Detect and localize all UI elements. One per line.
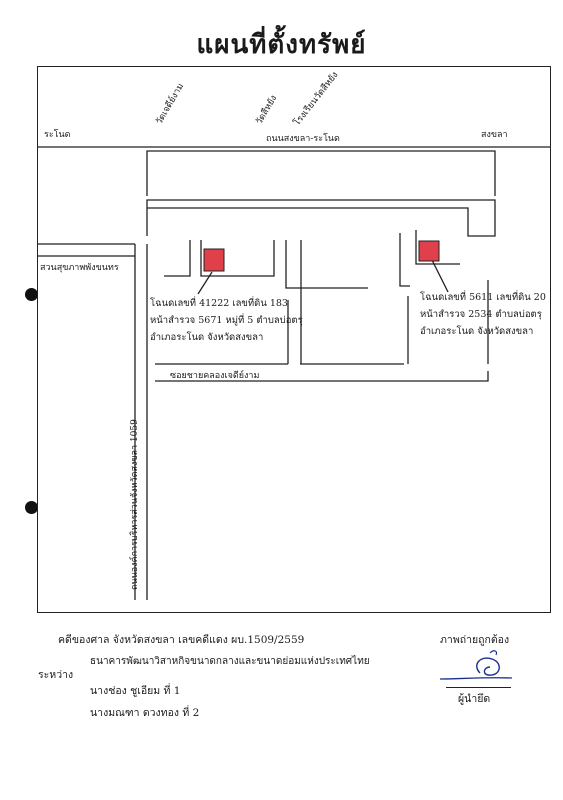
page-title: แผนที่ตั้งทรัพย์: [196, 30, 367, 60]
signature: [432, 645, 527, 690]
label-temple-chedi-ngam: วัดเจดีย์งาม: [154, 81, 187, 127]
parcel1-district: อำเภอระโนด จังหวัดสงขลา: [150, 332, 264, 343]
label-temple-sihayang: วัดสีหยัง: [254, 93, 280, 127]
parcel2-survey: หน้าสำรวจ 2534 ตำบลบ่อตรุ: [420, 309, 542, 320]
block-4: [400, 233, 410, 286]
label-soi: ซอยชายคลองเจดีย์งาม: [170, 371, 260, 381]
parcel1-pointer: [198, 272, 212, 294]
signature-line: [446, 687, 511, 688]
parcel2-note: [420, 289, 546, 340]
main-road-bottom-edge: [147, 151, 495, 196]
block-1: [164, 240, 190, 276]
label-side-road-1059: ถนนองค์การบริหารส่วนจังหวัดสงขลา 1059: [130, 419, 140, 590]
party-defendant-1: นางช่อง ชูเอียม ที่ 1: [90, 685, 181, 697]
parcel2-district: อำเภอระโนด จังหวัดสงขลา: [420, 326, 534, 337]
case-number: คดีของศาล จังหวัดสงขลา เลขคดีแดง ผบ.1509/2559: [58, 634, 305, 646]
block-3: [286, 240, 368, 288]
label-park: สวนสุขภาพพังขนทร: [40, 263, 119, 273]
party-defendant-2: นางมณฑา ดวงทอง ที่ 2: [90, 707, 200, 719]
parcel1-note: [150, 295, 303, 346]
label-ranot-west: ระโนด: [44, 130, 71, 140]
label-main-road: ถนนสงขลา-ระโนด: [266, 134, 340, 144]
parcel1-marker: [204, 249, 224, 271]
parcel2-marker: [419, 241, 439, 261]
label-school: โรงเรียนวัดสีหยัง: [292, 70, 341, 129]
parcel1-survey: หน้าสำรวจ 5671 หมู่ที่ 5 ตำบลบ่อตรุ: [150, 315, 303, 326]
party-bank: ธนาคารพัฒนาวิสาหกิจขนาดกลางและขนาดย่อมแห่งประเทศไทย: [90, 656, 370, 667]
between-label: ระหว่าง: [38, 669, 74, 681]
certify-label: ภาพถ่ายถูกต้อง: [440, 634, 510, 646]
parcel2-deed: โฉนดเลขที่ 5611 เลขที่ดิน 20: [420, 292, 546, 303]
label-songkhla-east: สงขลา: [481, 130, 508, 140]
inner-road: [147, 200, 495, 236]
seizer-label: ผู้นำยึด: [458, 693, 491, 705]
parcel1-deed: โฉนดเลขที่ 41222 เลขที่ดิน 183: [150, 298, 288, 309]
